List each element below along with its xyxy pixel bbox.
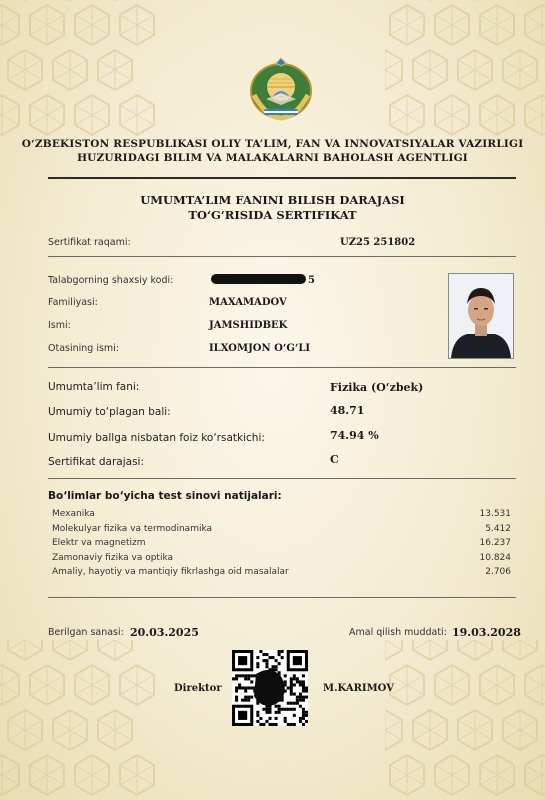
section-name: Zamonaviy fizika va optika xyxy=(52,552,174,563)
issued-date: 20.03.2025 xyxy=(130,626,199,639)
section-score: 16.237 xyxy=(479,538,511,548)
score-label: Umumiy to‘plagan bali: xyxy=(48,406,171,418)
divider xyxy=(48,597,516,598)
issued-date-label: Berilgan sanasi: xyxy=(48,627,124,638)
divider xyxy=(48,367,516,368)
subject-label: Umumta’lim fani: xyxy=(48,381,140,393)
section-score: 5.412 xyxy=(485,523,511,534)
name-value: JAMSHIDBEK xyxy=(209,320,288,331)
certificate-number-label: Sertifikat raqami: xyxy=(48,237,131,248)
section-name: Amaliy, hayotiy va mantiqiy fikrlashga oid masalalar xyxy=(52,567,289,577)
section-name: Elektr va magnetizm xyxy=(52,538,146,548)
percent-value: 74.94 % xyxy=(330,429,379,442)
corner-pattern-bottom-left xyxy=(0,640,160,800)
sections-heading: Bo‘limlar bo‘yicha test sinovi natijalari: xyxy=(48,490,282,502)
section-score: 10.824 xyxy=(479,552,511,563)
surname-value: MAXAMADOV xyxy=(209,297,287,308)
section-score: 2.706 xyxy=(485,567,511,577)
corner-pattern-top-left xyxy=(0,0,160,160)
certificate-title-line-2: TO‘G‘RISIDA SERTIFIKAT xyxy=(188,208,357,222)
subject-value: Fizika (O‘zbek) xyxy=(330,381,424,394)
patronymic-value: ILXOMJON O‘G‘LI xyxy=(209,343,311,354)
divider xyxy=(48,256,516,257)
name-label: Ismi: xyxy=(48,320,71,331)
certificate-number: UZ25 251802 xyxy=(340,237,416,248)
ministry-line-1: O‘ZBEKISTON RESPUBLIKASI OLIY TA’LIM, FAN VA INNOVATSIYALAR VAZIRLIGI xyxy=(21,138,524,150)
surname-label: Familiyasi: xyxy=(48,297,98,308)
section-score: 13.531 xyxy=(479,509,511,519)
level-value: C xyxy=(330,453,339,466)
director-label: Direktor xyxy=(174,683,222,694)
corner-pattern-top-right xyxy=(385,0,545,160)
certificate-title-line-1: UMUMTA’LIM FANINI BILISH DARAJASI xyxy=(140,193,405,207)
state-emblem xyxy=(246,55,316,121)
valid-until-date: 19.03.2028 xyxy=(452,626,521,639)
patronymic-label: Otasining ismi: xyxy=(48,343,120,354)
level-label: Sertifikat darajasi: xyxy=(48,456,145,468)
valid-until-label: Amal qilish muddati: xyxy=(349,627,447,638)
divider xyxy=(48,478,516,479)
holder-photo xyxy=(448,273,514,359)
personal-id-suffix: 5 xyxy=(308,275,315,286)
corner-pattern-bottom-right xyxy=(385,640,545,800)
ministry-line-2: HUZURIDAGI BILIM VA MALAKALARNI BAHOLASH AGENTLIGI xyxy=(77,152,468,164)
percent-label: Umumiy ballga nisbatan foiz ko‘rsatkichi: xyxy=(48,432,265,444)
header-divider xyxy=(48,177,516,179)
redaction-mark xyxy=(211,274,306,284)
section-name: Molekulyar fizika va termodinamika xyxy=(52,523,213,534)
director-name: M.KARIMOV xyxy=(323,683,394,694)
score-value: 48.71 xyxy=(330,404,365,417)
qr-code[interactable] xyxy=(232,650,308,726)
section-name: Mexanika xyxy=(52,509,95,519)
personal-id-label: Talabgorning shaxsiy kodi: xyxy=(48,275,174,286)
